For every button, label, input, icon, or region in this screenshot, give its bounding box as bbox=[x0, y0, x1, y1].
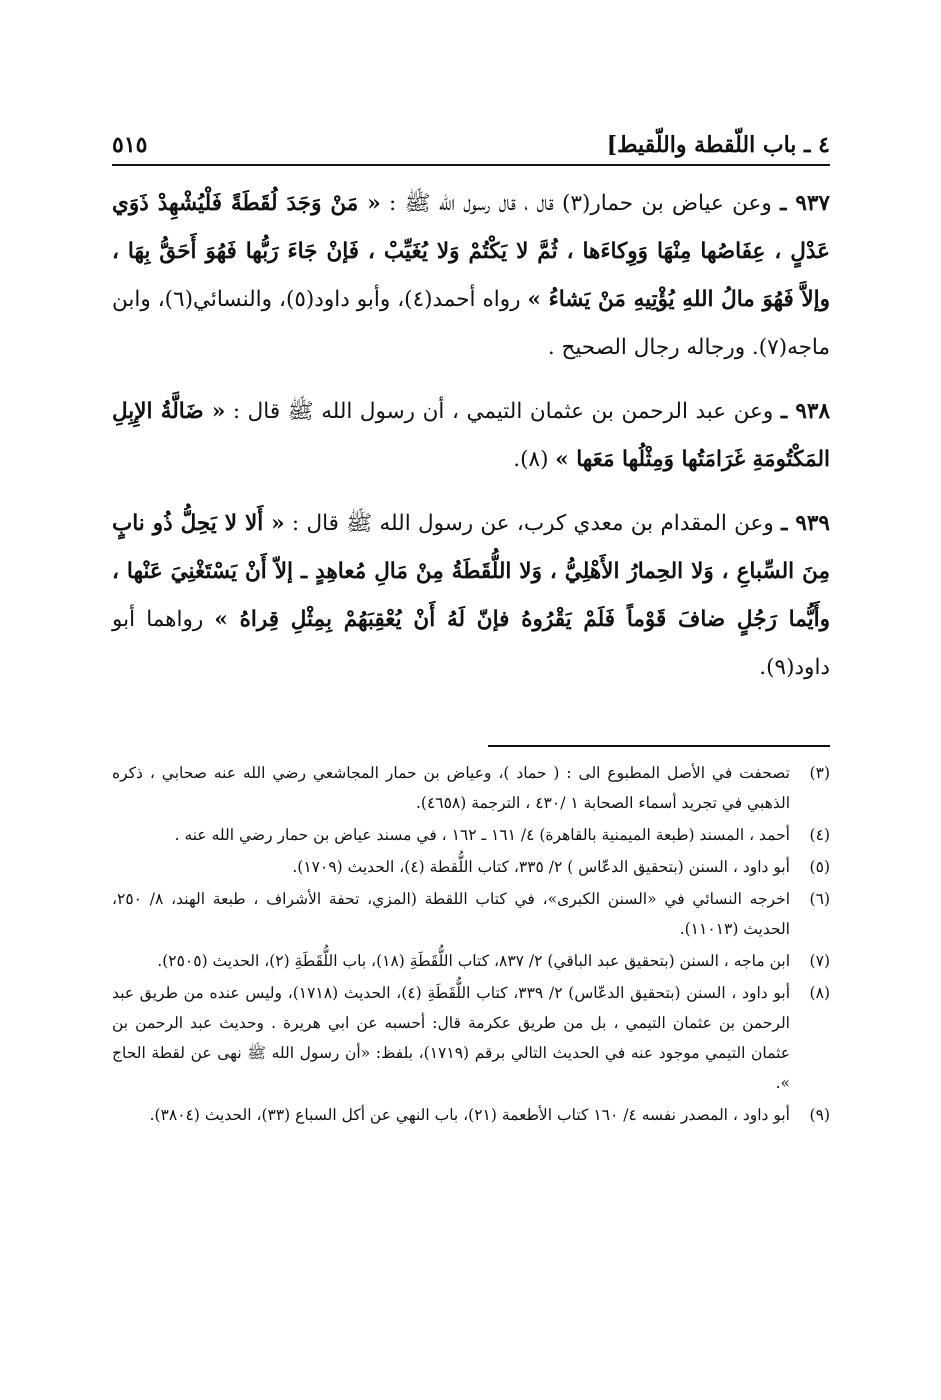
hadith-939 bbox=[112, 500, 830, 692]
hadith-quote: « ضَالَّةُ الإِبِلِ المَكْتُومَةِ غَرَامَتُها وَمِثْلُها مَعَها » bbox=[112, 399, 830, 472]
footnote-text: اخرجه النسائي في «السنن الكبرى»، في كتاب اللقطة (المزي، تحفة الأشراف ، طبعة الهند، ٨/ ٢٥٠، الحديث (١١٠١٣). bbox=[112, 890, 791, 938]
footnote-text: ابن ماجه ، السنن (بتحقيق عبد الباقي) ٢/ ٨٣٧، كتاب اللُّقَطَةِ (١٨)، باب اللُّقَطَةِ (٢)، الحديث (٢٥٠٥). bbox=[157, 952, 790, 970]
footnote-6 bbox=[112, 884, 830, 944]
footnote-number: (٥) bbox=[809, 858, 830, 876]
footnote-text: أبو داود ، المصدر نفسه ٤/ ١٦٠ كتاب الأطعمة (٢١)، باب النهي عن أكل السباع (٣٣)، الحديث (٣٨٠٤). bbox=[149, 1106, 790, 1124]
hadith-intro: وعن المقدام بن معدي كرب، عن رسول الله ﷺ قال : bbox=[284, 511, 774, 536]
footnote-3 bbox=[112, 758, 830, 818]
footnote-7 bbox=[112, 946, 830, 976]
footnote-number: (٩) bbox=[809, 1106, 830, 1124]
hadith-source: (٨). bbox=[513, 447, 549, 472]
hadith-number: ٩٣٨ ـ bbox=[780, 399, 830, 424]
footnotes-divider bbox=[488, 745, 830, 747]
footnote-number: (٨) bbox=[809, 984, 830, 1002]
page-header bbox=[112, 120, 830, 166]
hadith-source: رواهما أبو داود(٩). bbox=[112, 607, 830, 680]
hadith-number: ٩٣٩ ـ bbox=[781, 511, 830, 536]
hadith-intro: وعن عياض بن حمار(٣) قال ، قال رسول الله ﷺ : bbox=[380, 191, 772, 216]
hadith-intro: وعن عبد الرحمن بن عثمان التيمي ، أن رسول الله ﷺ قال : bbox=[225, 399, 774, 424]
footnotes bbox=[112, 758, 830, 1132]
hadith-quote: « أَلا لا يَحِلُّ ذُو نابٍ مِنَ السِّباعِ ، وَلا الحِمارُ الأَهْلِيُّ ، وَلا اللُّقَطَةُ مِنْ مَالِ مُعاهِدٍ ـ إلاّ أَنْ يَسْتَغْنِيَ عَنْها ، وأَيُّما رَجُلٍ ضافَ قَوْماً فَلَمْ يَقْرُوهُ فإنّ لَهُ أَنْ يُعْقِبَهُمْ بِمِثْلِ قِراهُ » bbox=[112, 511, 830, 632]
footnote-number: (٧) bbox=[809, 952, 830, 970]
footnote-9 bbox=[112, 1100, 830, 1130]
footnote-text: أبو داود ، السنن (بتحقيق الدعّاس) ٢/ ٣٣٩، كتاب اللُّقَطَةِ (٤)، الحديث (١٧١٨)، وليس عنده من طريق عبد الرحمن بن عثمان التيمي ، بل من طريق عكرمة قال: أحسبه عن ابي هريرة . وحديث عبد الرحمن بن عثمان التيمي موجود عنه في الحديث التالي برقم (١٧١٩)، بلفظ: «أن رسول الله ﷺ نهى عن لقطة الحاج ». bbox=[112, 984, 791, 1092]
hadith-937 bbox=[112, 180, 830, 372]
footnote-text: أحمد ، المسند (طبعة الميمنية بالقاهرة) ٤/ ١٦١ ـ ١٦٢ ، في مسند عياض بن حمار رضي الله عنه . bbox=[174, 826, 790, 844]
page-number: ٥١٥ bbox=[112, 132, 148, 158]
hadith-source: رواه أحمد(٤)، وأبو داود(٥)، والنسائي(٦)، وابن ماجه(٧). ورجاله رجال الصحيح . bbox=[112, 287, 830, 360]
footnote-text: تصحفت في الأصل المطبوع الى : ( حماد )، وعياض بن حمار المجاشعي رضي الله عنه صحابي ، ذكره الذهبي في تجريد أسماء الصحابة ١ /٤٣٠ ، الترجمة (٤٦٥٨). bbox=[112, 764, 790, 812]
footnote-5 bbox=[112, 852, 830, 882]
hadith-quote: « مَنْ وَجَدَ لُقَطَةً فَلْيُشْهِدْ ذَوَي عَدْلٍ ، عِفَاصُها مِنْهَا وَوِكاءَها ، ثُمَّ لا يَكْتُمْ وَلا يُغَيِّبْ ، فَإنْ جَاءَ رَبُّها فَهُوَ أَحَقُّ بِهَا ، وإلاَّ فَهُوَ مالُ اللهِ يُؤْتِيهِ مَنْ يَشاءُ » bbox=[112, 191, 830, 312]
hadith-number: ٩٣٧ ـ bbox=[780, 191, 830, 216]
footnote-number: (٣) bbox=[809, 764, 830, 782]
footnote-8 bbox=[112, 978, 830, 1098]
chapter-title: ٤ ـ باب اللّقطة واللّقيط] bbox=[606, 132, 830, 158]
footnote-4 bbox=[112, 820, 830, 850]
footnote-number: (٤) bbox=[809, 826, 830, 844]
hadith-938 bbox=[112, 388, 830, 484]
footnote-number: (٦) bbox=[809, 890, 830, 908]
hadith-body bbox=[112, 180, 830, 708]
footnote-text: أبو داود ، السنن (بتحقيق الدعّاس ) ٢/ ٣٣٥، كتاب اللُّقطة (٤)، الحديث (١٧٠٩). bbox=[292, 858, 790, 876]
